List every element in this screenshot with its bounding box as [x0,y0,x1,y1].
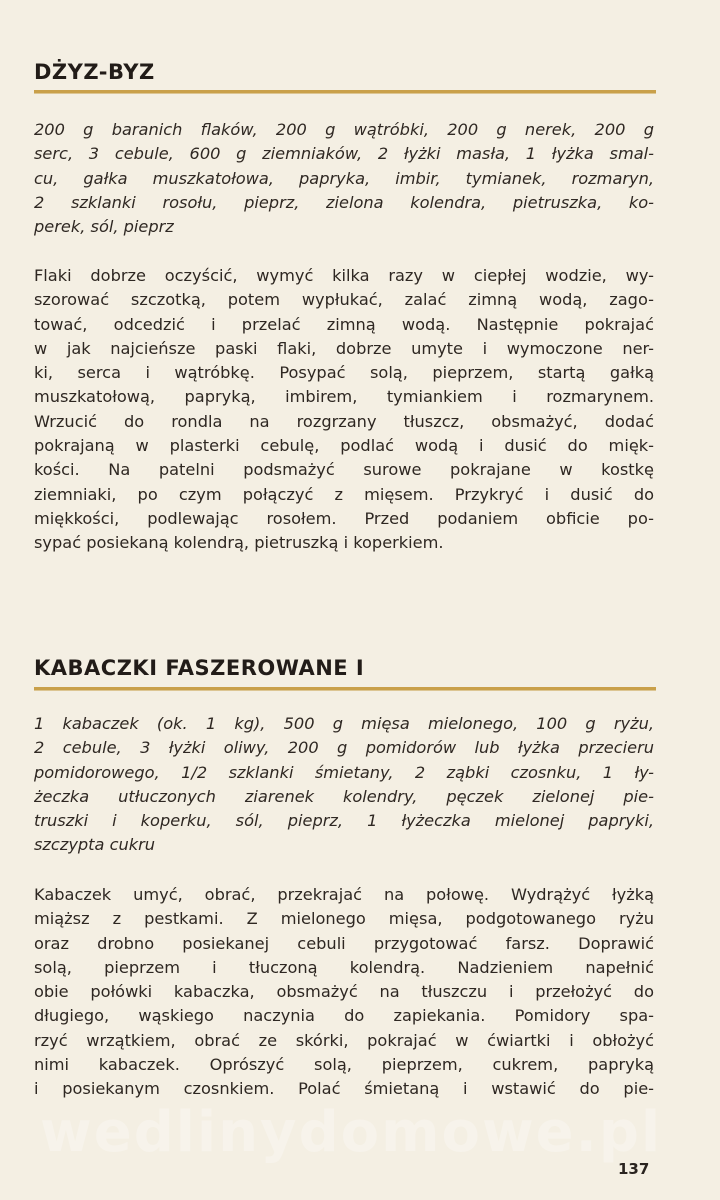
recipe-ingredients [34,118,654,239]
recipe-title-kabaczki: KABACZKI FASZEROWANE I [34,656,365,680]
ingredients-line: 1 kabaczek (ok. 1 kg), 500 g mięsa mielonego, 100 g ryżu, [34,714,654,733]
method-line: w jak najcieńsze paski flaki, dobrze umyte i wymoczone ner- [34,338,654,358]
method-line: Flaki dobrze oczyścić, wymyć kilka razy w ciepłej wodzie, wy- [34,266,654,285]
method-line: muszkatołową, papryką, imbirem, tymiankiem i rozmarynem. [34,387,654,407]
recipe-title-dzyz-byz: DŻYZ-BYZ [34,60,155,84]
recipe-method [34,264,654,556]
method-line: ziemniaki, po czym połączyć z mięsem. Przykryć i dusić do [34,484,654,504]
method-line: ki, serca i wątróbkę. Posypać solą, pieprzem, startą gałką [34,363,654,383]
method-line: miękkości, podlewając rosołem. Przed podaniem obficie po- [34,508,654,528]
page-number: 137 [618,1160,650,1178]
method-line: Kabaczek umyć, obrać, przekrajać na połowę. Wydrążyć łyżką [34,885,654,904]
method-line: sypać posiekaną kolendrą, pietruszką i koperkiem. [34,533,444,553]
ingredients-line: cu, gałka muszkatołowa, papryka, imbir, tymianek, rozmaryn, [34,168,654,188]
method-line: pokrajaną w plasterki cebulę, podlać wodą i dusić do mięk- [34,436,654,456]
ingredients-line: perek, sól, pieprz [34,217,174,237]
method-line: miąższ z pestkami. Z mielonego mięsa, podgotowanego ryżu [34,909,654,929]
method-line: i posiekanym czosnkiem. Polać śmietaną i wstawić do pie- [34,1079,654,1099]
ingredients-line: truszki i koperku, sól, pieprz, 1 łyżeczka mielonej papryki, [34,811,654,831]
method-line: tować, odcedzić i przelać zimną wodą. Następnie pokrajać [34,314,654,334]
title-rule [34,687,656,690]
ingredients-line: żeczka utłuczonych ziarenek kolendry, pęczek zielonej pie- [34,786,654,806]
recipe-method [34,883,654,1102]
watermark: wedlinydomowe.pl [40,1100,663,1165]
method-line: rzyć wrzątkiem, obrać ze skórki, pokrajać w ćwiartki i obłożyć [34,1030,654,1050]
ingredients-line: pomidorowego, 1/2 szklanki śmietany, 2 ząbki czosnku, 1 ły- [34,762,654,782]
ingredients-line: szczypta cukru [34,835,156,855]
method-line: Wrzucić do rondla na rozgrzany tłuszcz, obsmażyć, dodać [34,411,654,431]
method-line: szorować szczotką, potem wypłukać, zalać zimną wodą, zago- [34,290,654,310]
method-line: długiego, wąskiego naczynia do zapiekania. Pomidory spa- [34,1006,654,1026]
ingredients-line: serc, 3 cebule, 600 g ziemniaków, 2 łyżki masła, 1 łyżka smal- [34,144,654,164]
ingredients-line: 2 cebule, 3 łyżki oliwy, 200 g pomidorów lub łyżka przecieru [34,738,654,758]
recipe-ingredients [34,712,654,858]
method-line: obie połówki kabaczka, obsmażyć na tłuszczu i przełożyć do [34,982,654,1002]
method-line: oraz drobno posiekanej cebuli przygotować farsz. Doprawić [34,933,654,953]
method-line: nimi kabaczek. Oprószyć solą, pieprzem, cukrem, papryką [34,1055,654,1075]
method-line: solą, pieprzem i tłuczoną kolendrą. Nadzieniem napełnić [34,957,654,977]
method-line: kości. Na patelni podsmażyć surowe pokrajane w kostkę [34,460,654,480]
ingredients-line: 200 g baranich flaków, 200 g wątróbki, 200 g nerek, 200 g [34,120,654,139]
ingredients-line: 2 szklanki rosołu, pieprz, zielona kolendra, pietruszka, ko- [34,192,654,212]
title-rule [34,90,656,93]
